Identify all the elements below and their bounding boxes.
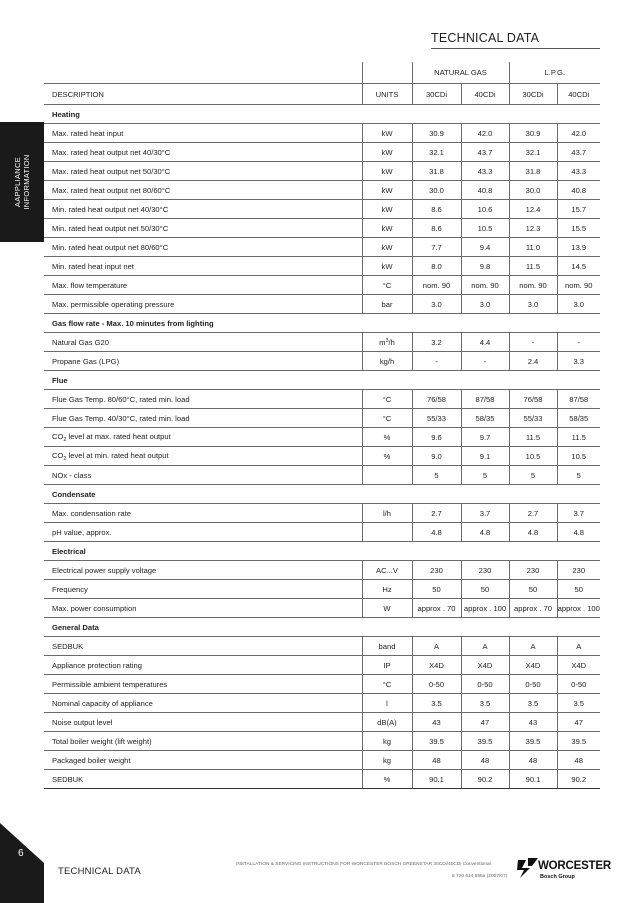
row-value: 15.5 [557,219,600,238]
row-value: 230 [412,561,461,580]
section-heading: Electrical [44,542,600,561]
row-description: $CO_2$ level at min. rated heat output [44,447,362,466]
row-unit: °C [362,276,412,295]
row-value: 3.5 [412,694,461,713]
section-heading: Condensate [44,485,600,504]
row-value: 3.3 [557,352,600,371]
row-unit: kg [362,751,412,770]
section-header-row [44,105,600,124]
row-unit: Hz [362,580,412,599]
row-value: 43.3 [557,162,600,181]
row-value: 3.0 [461,295,509,314]
row-value: 13.9 [557,238,600,257]
row-value: 15.7 [557,200,600,219]
row-value: 50 [509,580,557,599]
row-description: Appliance protection rating [44,656,362,675]
row-value: 8.6 [412,200,461,219]
table-row [44,675,600,694]
table-row [44,238,600,257]
table-row [44,200,600,219]
table-row [44,181,600,200]
group-natural-gas: NATURAL GAS [412,62,509,84]
row-value: A [557,637,600,656]
row-unit: AC...V [362,561,412,580]
row-description: Natural Gas G20 [44,333,362,352]
row-value: 0-50 [557,675,600,694]
table-row [44,751,600,770]
col-header-lpg-30cdi: 30CDi [509,84,557,105]
row-value: 0-50 [412,675,461,694]
section-heading: Heating [44,105,600,124]
row-value: nom. 90 [461,276,509,295]
row-description: Min. rated heat input net [44,257,362,276]
row-unit: % [362,770,412,789]
header-underline [431,48,600,49]
table-group-header-row [44,62,600,84]
row-value: 90.2 [461,770,509,789]
table-row [44,409,600,428]
row-value: 43.7 [557,143,600,162]
row-value: 3.5 [509,694,557,713]
row-value: A [461,637,509,656]
row-unit: l [362,694,412,713]
row-value: 76/58 [509,390,557,409]
row-description: Max. permissible operating pressure [44,295,362,314]
col-header-ng-40cdi: 40CDi [461,84,509,105]
row-unit: kW [362,200,412,219]
worcester-logo-icon [516,856,540,880]
row-value: 10.5 [509,447,557,466]
row-value: 4.8 [412,523,461,542]
row-description: $CO_2$ level at max. rated heat output [44,428,362,447]
row-value: 50 [557,580,600,599]
row-value: 230 [509,561,557,580]
row-unit [362,523,412,542]
row-value: 90.1 [509,770,557,789]
table-row [44,580,600,599]
table-row [44,694,600,713]
row-value: 43.7 [461,143,509,162]
row-value: 4.8 [461,523,509,542]
row-value: - [412,352,461,371]
table-row [44,732,600,751]
row-value: 9.7 [461,428,509,447]
technical-data-table [44,62,600,789]
row-unit: $m^3/h$ [362,333,412,352]
row-value: - [461,352,509,371]
row-value: 3.2 [412,333,461,352]
row-unit: l/h [362,504,412,523]
row-value: 3.5 [557,694,600,713]
row-description: Max. rated heat output net 50/30°C [44,162,362,181]
row-value: 9.8 [461,257,509,276]
row-description: Flue Gas Temp. 80/60°C, rated min. load [44,390,362,409]
row-value: 40.8 [461,181,509,200]
row-value: 90.2 [557,770,600,789]
row-description: Min. rated heat output net 80/60°C [44,238,362,257]
row-value: 30.9 [412,124,461,143]
row-value: 30.0 [412,181,461,200]
row-value: 12.4 [509,200,557,219]
row-value: A [412,637,461,656]
row-value: 4.8 [557,523,600,542]
row-description: Max. rated heat output net 40/30°C [44,143,362,162]
row-unit: dB(A) [362,713,412,732]
row-value: 5 [461,466,509,485]
row-value: 43 [509,713,557,732]
row-unit: kW [362,124,412,143]
row-value: X4D [461,656,509,675]
row-value: X4D [412,656,461,675]
row-description: Max. power consumption [44,599,362,618]
row-unit [362,466,412,485]
row-value: 11.5 [509,428,557,447]
row-value: 58/35 [557,409,600,428]
row-value: 3.7 [557,504,600,523]
table-row [44,333,600,352]
row-unit: °C [362,390,412,409]
table-row [44,447,600,466]
row-unit: % [362,428,412,447]
table-row [44,428,600,447]
row-description: SEDBUK [44,770,362,789]
row-value: 3.0 [557,295,600,314]
row-value: 39.5 [461,732,509,751]
row-value: 47 [461,713,509,732]
row-value: 48 [509,751,557,770]
row-value: 0-50 [461,675,509,694]
row-value: 32.1 [412,143,461,162]
row-description: Min. rated heat output net 50/30°C [44,219,362,238]
table-row [44,599,600,618]
row-description: Permissible ambient temperatures [44,675,362,694]
row-unit: bar [362,295,412,314]
row-value: 31.8 [509,162,557,181]
row-value: 11.5 [509,257,557,276]
row-value: 50 [412,580,461,599]
row-value: 47 [557,713,600,732]
row-value: 10.5 [461,219,509,238]
row-unit: kg [362,732,412,751]
row-value: 30.9 [509,124,557,143]
row-value: 12.3 [509,219,557,238]
table-row [44,162,600,181]
section-header-row [44,485,600,504]
col-header-units: UNITS [362,84,412,105]
row-value: X4D [509,656,557,675]
table-row [44,523,600,542]
row-value: 48 [461,751,509,770]
row-value: 3.7 [461,504,509,523]
table-row [44,561,600,580]
row-value: 4.4 [461,333,509,352]
row-value: 30.0 [509,181,557,200]
row-value: 8.0 [412,257,461,276]
row-description: Total boiler weight (lift weight) [44,732,362,751]
row-description: pH value, approx. [44,523,362,542]
row-unit: kW [362,143,412,162]
row-value: 0-50 [509,675,557,694]
row-value: nom. 90 [557,276,600,295]
row-value: approx . 100 [461,599,509,618]
row-value: 2.7 [412,504,461,523]
row-value: 3.0 [412,295,461,314]
row-unit: kW [362,257,412,276]
row-value: 9.1 [461,447,509,466]
row-value: 9.4 [461,238,509,257]
row-value: 76/58 [412,390,461,409]
row-description: Frequency [44,580,362,599]
row-value: 7.7 [412,238,461,257]
row-value: A [509,637,557,656]
table-row [44,713,600,732]
row-value: 3.0 [509,295,557,314]
row-description: Max. rated heat input [44,124,362,143]
row-unit: kW [362,181,412,200]
row-value: 43.3 [461,162,509,181]
row-value: 55/33 [509,409,557,428]
row-value: 48 [557,751,600,770]
row-unit: °C [362,675,412,694]
col-header-lpg-40cdi: 40CDi [557,84,600,105]
row-value: approx . 100 [557,599,600,618]
row-unit: W [362,599,412,618]
row-value: X4D [557,656,600,675]
table-row [44,352,600,371]
table-row [44,637,600,656]
group-lpg: L.P.G. [509,62,600,84]
page-corner-tab [0,823,44,903]
logo-wordmark: WORCESTER [538,860,611,872]
side-tab-line-2: INFORMATION [22,154,31,210]
row-unit: % [362,447,412,466]
row-description: Noise output level [44,713,362,732]
footer-instructions: INSTALLATION & SERVICING INSTRUCTIONS FOR WORCESTER BOSCH GREENSTAR 30CDi/40CDi Conventional [236,862,491,867]
row-value: 11.5 [557,428,600,447]
row-value: 9.0 [412,447,461,466]
row-unit: kW [362,162,412,181]
row-value: 3.5 [461,694,509,713]
row-value: 39.5 [557,732,600,751]
row-description: Max. rated heat output net 80/60°C [44,181,362,200]
row-value: 40.8 [557,181,600,200]
section-header-row [44,371,600,390]
row-description: Flue Gas Temp. 40/30°C, rated min. load [44,409,362,428]
row-description: SEDBUK [44,637,362,656]
footer-document-code: 6 720 614 556a (2007/07) [452,874,508,879]
row-value: 42.0 [461,124,509,143]
row-description: NOx - class [44,466,362,485]
table-row [44,276,600,295]
table-row [44,143,600,162]
row-value: approx . 70 [412,599,461,618]
row-value: 42.0 [557,124,600,143]
row-value: nom. 90 [509,276,557,295]
section-heading: General Data [44,618,600,637]
table-row [44,124,600,143]
row-description: Min. rated heat output net 40/30°C [44,200,362,219]
row-value: 31.8 [412,162,461,181]
side-section-tab-label [13,154,31,209]
row-value: 90.1 [412,770,461,789]
row-description: Packaged boiler weight [44,751,362,770]
footer-title: TECHNICAL DATA [58,866,141,877]
row-unit: band [362,637,412,656]
row-value: 55/33 [412,409,461,428]
row-value: 230 [461,561,509,580]
row-value: nom. 90 [412,276,461,295]
side-tab-line-1: AAPPLIANCE [13,156,22,208]
section-header-row [44,618,600,637]
row-value: 11.0 [509,238,557,257]
row-description: Max. flow temperature [44,276,362,295]
col-header-description: DESCRIPTION [44,84,362,105]
row-unit: kg/h [362,352,412,371]
row-value: 39.5 [509,732,557,751]
row-value: 10.6 [461,200,509,219]
table-row [44,770,600,789]
section-header-row [44,542,600,561]
row-value: 2.7 [509,504,557,523]
row-value: 4.8 [509,523,557,542]
row-description: Max. condensation rate [44,504,362,523]
row-value: 87/58 [461,390,509,409]
row-value: 5 [557,466,600,485]
row-value: 2.4 [509,352,557,371]
row-description: Propane Gas (LPG) [44,352,362,371]
row-value: approx . 70 [509,599,557,618]
section-heading: Flue [44,371,600,390]
row-value: 10.5 [557,447,600,466]
row-value: 87/58 [557,390,600,409]
row-value: 39.5 [412,732,461,751]
col-header-ng-30cdi: 30CDi [412,84,461,105]
row-value: 48 [412,751,461,770]
table-column-header-row [44,84,600,105]
row-value: 43 [412,713,461,732]
table-row [44,656,600,675]
row-value: 9.6 [412,428,461,447]
table-row [44,390,600,409]
row-description: Nominal capacity of appliance [44,694,362,713]
page-header-title: TECHNICAL DATA [431,31,540,45]
section-header-row [44,314,600,333]
table-row [44,504,600,523]
row-unit: °C [362,409,412,428]
row-value: 14.5 [557,257,600,276]
row-value: 50 [461,580,509,599]
row-unit: kW [362,238,412,257]
row-value: 58/35 [461,409,509,428]
row-value: - [557,333,600,352]
row-description: Electrical power supply voltage [44,561,362,580]
row-value: 5 [412,466,461,485]
row-value: 8.6 [412,219,461,238]
table-row [44,257,600,276]
row-value: 32.1 [509,143,557,162]
table-row [44,466,600,485]
logo-subtitle: Bosch Group [540,874,575,880]
table-row [44,219,600,238]
row-value: 230 [557,561,600,580]
row-unit: kW [362,219,412,238]
row-value: - [509,333,557,352]
section-heading: Gas flow rate - Max. 10 minutes from lighting [44,314,600,333]
row-value: 5 [509,466,557,485]
row-unit: IP [362,656,412,675]
table-row [44,295,600,314]
page-number: 6 [18,848,24,859]
